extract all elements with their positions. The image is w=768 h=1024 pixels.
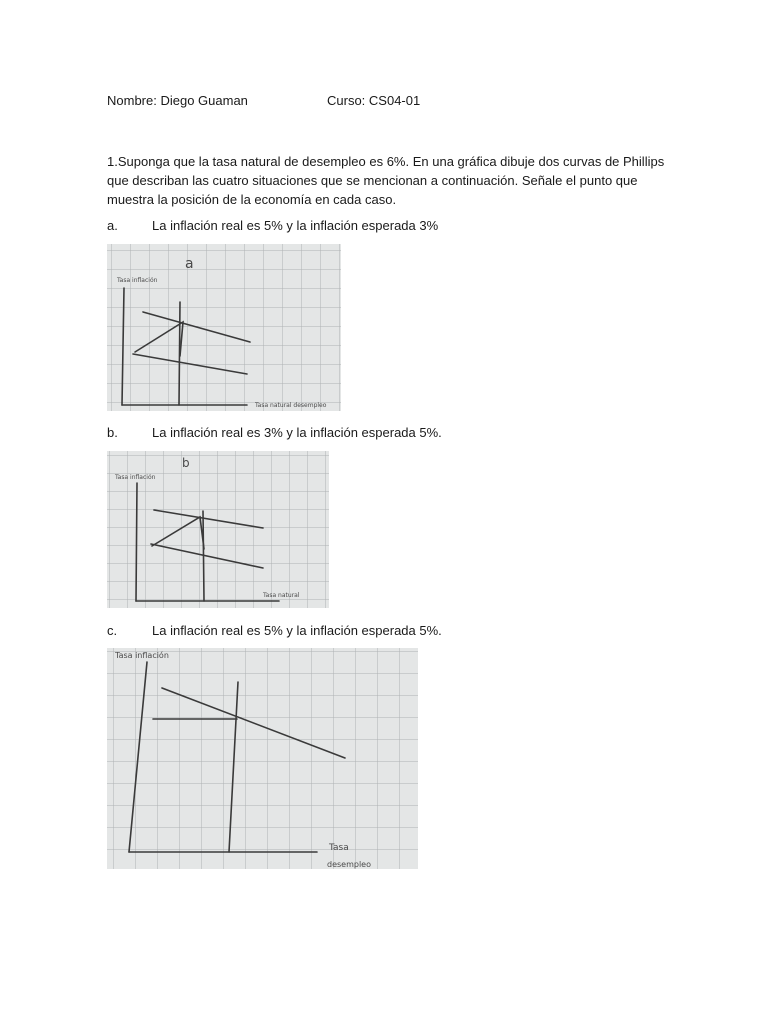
- item-text: La inflación real es 5% y la inflación esperada 5%.: [152, 623, 442, 638]
- item-letter: c.: [107, 623, 118, 638]
- item-letter: b.: [107, 425, 118, 440]
- x-axis-label: Tasa natural desempleo: [255, 402, 327, 409]
- graph-photo-b: [107, 451, 329, 608]
- item-text: La inflación real es 3% y la inflación esperada 5%.: [152, 425, 442, 440]
- graph-tag: b: [182, 456, 190, 470]
- x-axis-label-2: desempleo: [327, 860, 371, 869]
- item-c: [107, 623, 442, 638]
- graph-photo-a: [107, 244, 341, 411]
- question-text: 1.Suponga que la tasa natural de desempleo es 6%. En una gráfica dibuje dos curvas de Phillips que describan las cuatro situaciones que se mencionan a continuación. Señale el punto que muestra la posición de la economía en cada caso.: [107, 154, 665, 207]
- y-axis-label: Tasa inflación: [115, 651, 169, 660]
- graph-photo-c: [107, 648, 418, 869]
- graph-tag: a: [185, 256, 194, 272]
- y-axis: [136, 483, 137, 601]
- course-code: Curso: CS04-01: [327, 93, 421, 108]
- x-axis-label: Tasa: [329, 843, 349, 853]
- item-letter: a.: [107, 218, 118, 233]
- x-axis-label: Tasa natural: [263, 592, 300, 599]
- y-axis-label: Tasa inflación: [115, 474, 156, 481]
- student-name: Nombre: Diego Guaman: [107, 93, 248, 108]
- item-b: [107, 425, 442, 440]
- item-text: La inflación real es 5% y la inflación esperada 3%: [152, 218, 439, 233]
- y-axis-label: Tasa inflación: [117, 277, 158, 284]
- item-a: [107, 218, 438, 233]
